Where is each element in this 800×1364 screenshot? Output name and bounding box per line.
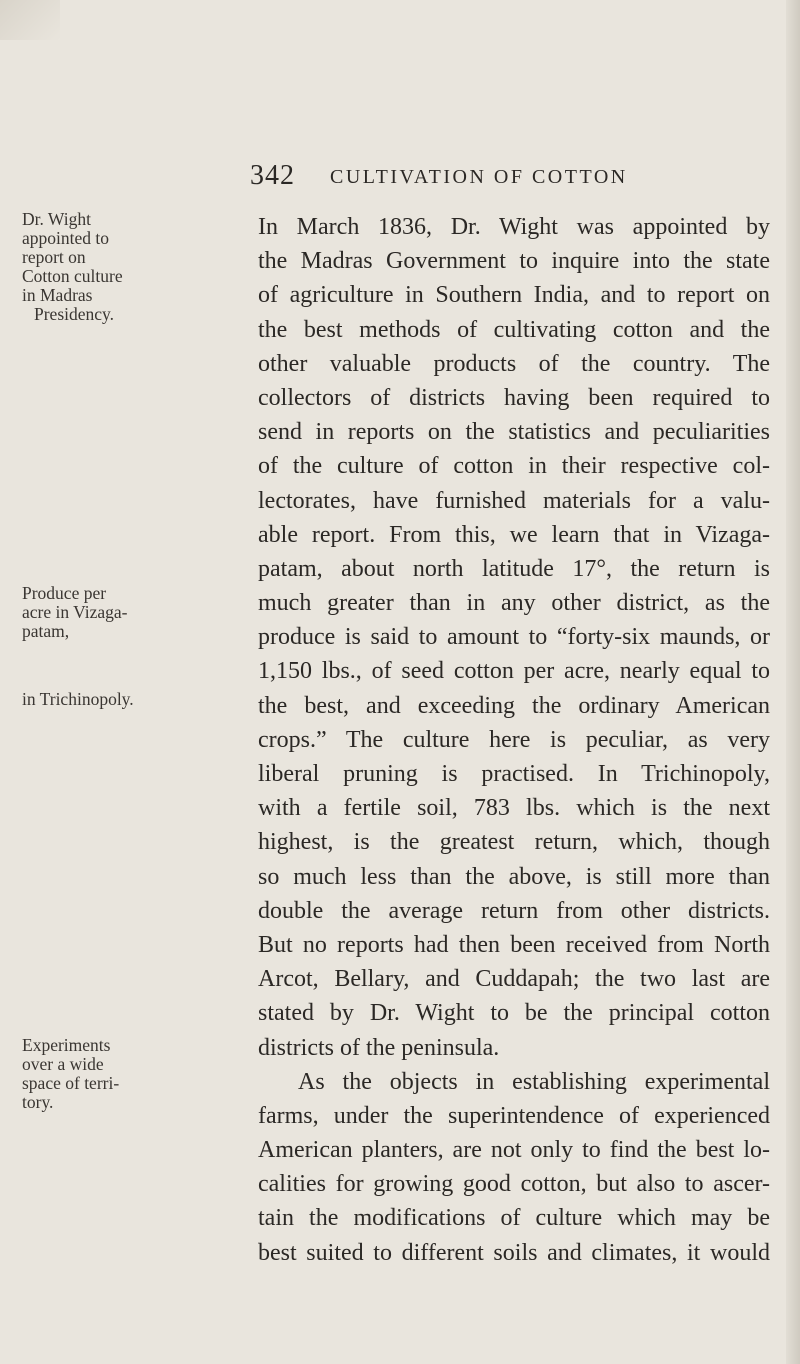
- text-line: double the average return from other districts.: [258, 897, 770, 924]
- text-line: calities for growing good cotton, but also to ascer-: [258, 1171, 770, 1198]
- sidenote-trichinopoly: [22, 690, 252, 709]
- text-line: districts of the peninsula.: [258, 1034, 500, 1061]
- sidenote-line: in Trichinopoly.: [22, 689, 134, 709]
- sidenote-line: patam,: [22, 621, 70, 641]
- text-line: But no reports had then been received from North: [258, 931, 770, 958]
- text-line: As the objects in establishing experimental: [298, 1068, 770, 1095]
- sidenote-line: Cotton culture: [22, 266, 123, 286]
- text-line: of agriculture in Southern India, and to report on: [258, 282, 770, 309]
- running-head: [250, 160, 770, 200]
- text-line: of the culture of cotton in their respective col-: [258, 453, 770, 480]
- text-line: Arcot, Bellary, and Cuddapah; the two last are: [258, 966, 770, 993]
- sidenote-line: space of terri-: [22, 1073, 120, 1093]
- sidenote-line: Experiments: [22, 1035, 111, 1055]
- text-line: liberal pruning is practised. In Trichinopoly,: [258, 761, 770, 787]
- sidenote-line: acre in Vizaga-: [22, 602, 128, 622]
- text-line: lectorates, have furnished materials for a valu-: [258, 487, 770, 514]
- text-line: the best, and exceeding the ordinary American: [258, 692, 770, 719]
- text-line: with a fertile soil, 783 lbs. which is the next: [258, 795, 770, 822]
- text-line: stated by Dr. Wight to be the principal cotton: [258, 1000, 770, 1027]
- text-line: best suited to different soils and climates, it would: [258, 1239, 770, 1266]
- text-line: American planters, are not only to find the best lo-: [258, 1137, 770, 1164]
- sidenote-line: Dr. Wight: [22, 209, 91, 229]
- page-edge: [786, 0, 800, 1364]
- text-line: much greater than in any other district, as the: [258, 590, 770, 617]
- text-line: send in reports on the statistics and peculiarities: [258, 419, 770, 446]
- text-line: highest, is the greatest return, which, though: [258, 829, 770, 856]
- text-line: tain the modifications of culture which may be: [258, 1205, 770, 1232]
- text-line: farms, under the superintendence of experienced: [258, 1102, 770, 1129]
- text-line: so much less than the above, is still more than: [258, 863, 770, 890]
- sidenote-line: report on: [22, 247, 86, 267]
- text-line: In March 1836, Dr. Wight was appointed by: [258, 214, 770, 240]
- text-line: 1,150 lbs., of seed cotton per acre, nearly equal to: [258, 658, 770, 685]
- sidenote-line: over a wide: [22, 1054, 104, 1074]
- sidenote-produce-vizagapatam: [22, 584, 252, 641]
- body-text: [258, 210, 770, 1270]
- text-line: other valuable products of the country. The: [258, 350, 770, 377]
- page-number: 342: [250, 160, 295, 191]
- text-line: patam, about north latitude 17°, the return is: [258, 555, 770, 582]
- running-title: CULTIVATION OF COTTON: [330, 166, 628, 188]
- sidenote-line: Produce per: [22, 583, 107, 603]
- page-corner-shadow: [0, 0, 60, 40]
- text-line: the Madras Government to inquire into the state: [258, 248, 770, 275]
- text-line: able report. From this, we learn that in Vizaga-: [258, 521, 770, 548]
- sidenote-line: tory.: [22, 1092, 54, 1112]
- sidenote-line: in Madras: [22, 285, 93, 305]
- sidenote-line: appointed to: [22, 228, 109, 248]
- text-line: collectors of districts having been required to: [258, 384, 770, 411]
- text-line: crops.” The culture here is peculiar, as very: [258, 726, 770, 753]
- text-line: produce is said to amount to “forty-six maunds, or: [258, 624, 770, 651]
- text-line: the best methods of cultivating cotton and the: [258, 316, 770, 343]
- sidenote-experiments: [22, 1036, 252, 1112]
- sidenote-line: Presidency.: [34, 304, 115, 324]
- sidenote-dr-wight: [22, 210, 252, 324]
